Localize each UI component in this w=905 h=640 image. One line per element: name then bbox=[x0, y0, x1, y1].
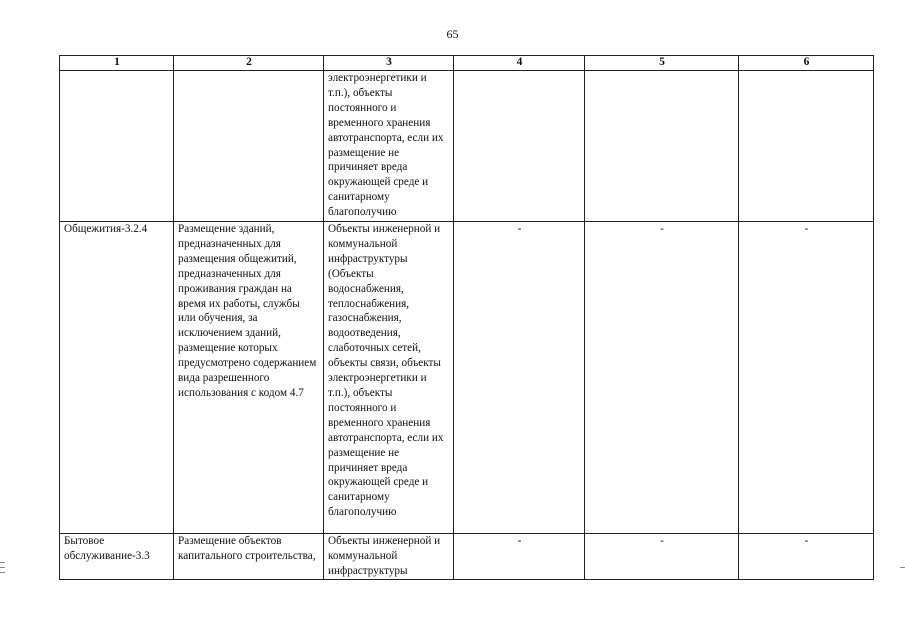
table-row bbox=[60, 534, 874, 580]
cell-description: Размещение объектов капитального строительства, bbox=[174, 534, 324, 580]
scan-edge-mark bbox=[900, 567, 905, 568]
table-header-row bbox=[60, 56, 874, 71]
page-number: 65 bbox=[446, 27, 459, 41]
column-header-5: 5 bbox=[585, 56, 739, 71]
cell-col4: - bbox=[454, 534, 585, 580]
cell-col6: - bbox=[739, 222, 874, 534]
cell-auxiliary-uses: электроэнергетики и т.п.), объекты постоянного и временного хранения автотранспорта, если их размещение не причиняет вреда окружающей среде и санитарному благополучию bbox=[324, 71, 454, 222]
scan-edge-mark bbox=[0, 567, 5, 568]
table-row bbox=[60, 71, 874, 222]
cell-code: Бытовое обслуживание-3.3 bbox=[60, 534, 174, 580]
cell-col4: - bbox=[454, 222, 585, 534]
cell-col5: - bbox=[585, 534, 739, 580]
column-header-4: 4 bbox=[454, 56, 585, 71]
cell-auxiliary-uses: Объекты инженерной и коммунальной инфраструктуры bbox=[324, 534, 454, 580]
table-row bbox=[60, 222, 874, 534]
cell-col6 bbox=[739, 71, 874, 222]
cell-code: Общежития-3.2.4 bbox=[60, 222, 174, 534]
column-header-1: 1 bbox=[60, 56, 174, 71]
cell-col5 bbox=[585, 71, 739, 222]
cell-col6: - bbox=[739, 534, 874, 580]
cell-col4 bbox=[454, 71, 585, 222]
zoning-table bbox=[59, 55, 874, 580]
cell-auxiliary-uses: Объекты инженерной и коммунальной инфраструктуры (Объекты водоснабжения, теплоснабжения, газоснабжения, водоотведения, слаботочных сетей, объекты связи, объекты электроэнергетики и т.п.), объекты постоянного и временного хранения автотранспорта, если их размещение не причиняет вреда окружающей среде и санитарному благополучию bbox=[324, 222, 454, 534]
cell-description: Размещение зданий, предназначенных для размещения общежитий, предназначенных для проживания граждан на время их работы, службы или обучения, за исключением зданий, размещение которых предусмотрено содержанием вида разрешенного использования с кодом 4.7 bbox=[174, 222, 324, 534]
column-header-6: 6 bbox=[739, 56, 874, 71]
cell-col5: - bbox=[585, 222, 739, 534]
cell-description bbox=[174, 71, 324, 222]
scan-edge-mark bbox=[0, 562, 5, 563]
cell-code bbox=[60, 71, 174, 222]
scan-edge-mark bbox=[0, 572, 5, 573]
column-header-2: 2 bbox=[174, 56, 324, 71]
column-header-3: 3 bbox=[324, 56, 454, 71]
